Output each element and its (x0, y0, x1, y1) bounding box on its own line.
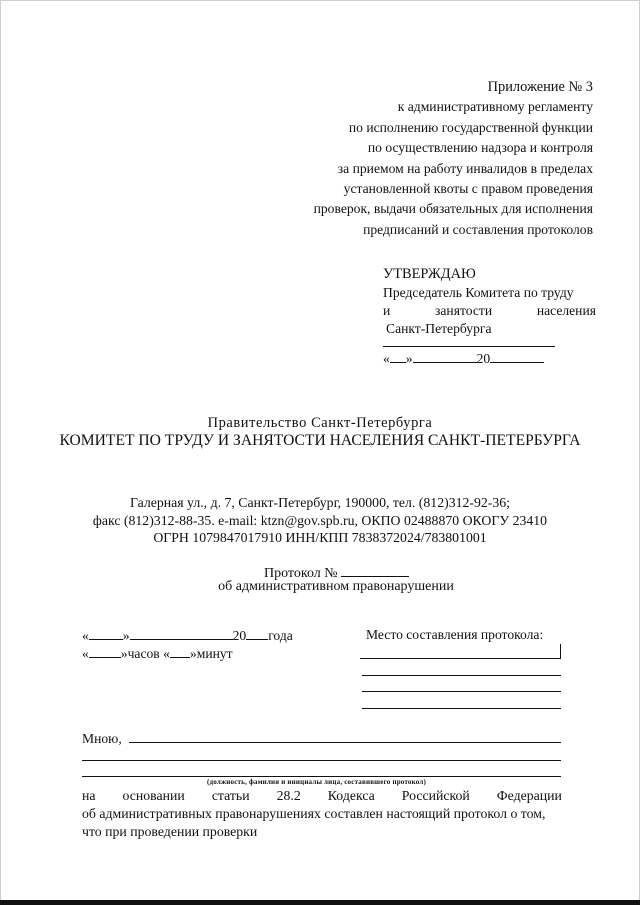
date-close-quote: » (122, 628, 130, 643)
body-word: Российской (401, 788, 470, 803)
year-field[interactable] (246, 627, 268, 640)
appendix-line: к административному регламенту (397, 99, 593, 115)
committee-name: КОМИТЕТ ПО ТРУДУ И ЗАНЯТОСТИ НАСЕЛЕНИЯ САНКТ-ПЕТЕРБУРГА (59, 432, 581, 449)
approval-date-open-quote: « (383, 351, 390, 366)
appendix-line: установленной квоты с правом проведения (343, 181, 593, 197)
protocol-number-field[interactable] (341, 563, 409, 577)
minutes-field[interactable] (170, 645, 190, 658)
official-field-line[interactable] (129, 742, 561, 743)
approval-position-line3: Санкт-Петербурга (386, 321, 492, 336)
body-word: статьи (211, 788, 250, 803)
date-open-quote: « (82, 628, 89, 643)
place-field-line[interactable] (360, 658, 561, 659)
protocol-title: Протокол № (264, 566, 338, 581)
body-word: Кодекса (327, 788, 375, 803)
minutes-label: »минут (189, 646, 233, 661)
official-caption: (должность, фамилия и инициалы лица, составившего протокол) (207, 778, 427, 786)
approval-position-line1: Председатель Комитета по труду (383, 285, 574, 300)
approval-date-close-quote: » (405, 351, 413, 366)
body-line-3: что при проведении проверки (82, 824, 258, 839)
protocol-subtitle: об административном правонарушении (218, 579, 454, 594)
approval-word: населения (536, 303, 596, 318)
approval-date (383, 350, 544, 367)
protocol-date-row (82, 627, 293, 644)
approval-block (383, 265, 596, 338)
official-field-line[interactable] (82, 776, 561, 777)
address-line: ОГРН 1079847017910 ИНН/КПП 7838372024/783801001 (153, 530, 487, 546)
approval-day-field[interactable] (390, 350, 406, 363)
place-field-line[interactable] (362, 675, 561, 676)
appendix-line: проверок, выдачи обязательных для исполнения (313, 201, 593, 217)
approval-year-field[interactable] (490, 350, 544, 363)
time-open-quote: « (82, 646, 89, 661)
body-word: Федерации (496, 788, 562, 803)
approval-heading: УТВЕРЖДАЮ (383, 266, 476, 282)
approval-word: и (383, 303, 391, 318)
year-suffix: года (268, 628, 293, 643)
body-word: основании (122, 788, 185, 803)
appendix-line: по осуществлению надзора и контроля (367, 140, 593, 156)
approval-month-field[interactable] (413, 350, 477, 363)
scan-bottom-edge (0, 900, 640, 905)
address-block (0, 494, 640, 547)
government-name: Правительство Санкт-Петербурга (207, 415, 433, 431)
month-field[interactable] (130, 627, 233, 640)
place-field-line[interactable] (362, 708, 561, 709)
place-label: Место составления протокола: (366, 627, 544, 642)
year-prefix: 20 (232, 628, 247, 643)
appendix-line: за приемом на работу инвалидов в пределах (337, 160, 593, 176)
address-line: факс (812)312-88-35. e-mail: ktzn@gov.spb.ru, ОКПО 02488870 ОКОГУ 23410 (92, 512, 548, 528)
body-line-1 (82, 787, 562, 805)
protocol-time-row (82, 645, 233, 662)
hours-label: »часов « (120, 646, 170, 661)
day-field[interactable] (89, 627, 123, 640)
body-word: на (82, 788, 96, 803)
body-word: 28.2 (276, 788, 301, 803)
appendix-title: Приложение № 3 (487, 79, 593, 95)
by-me-label: Мною, (82, 731, 122, 746)
approval-position-line2 (383, 302, 596, 320)
body-line-2: об административных правонарушениях составлен настоящий протокол о том, (82, 806, 546, 821)
signature-line[interactable] (383, 346, 555, 347)
body-text (82, 787, 562, 841)
appendix-line: по исполнению государственной функции (348, 119, 593, 135)
approval-word: занятости (435, 303, 493, 318)
official-field-line[interactable] (82, 760, 561, 761)
approval-year-prefix: 20 (476, 351, 491, 366)
place-field-line[interactable] (362, 691, 561, 692)
hours-field[interactable] (89, 645, 121, 658)
appendix-block (314, 77, 593, 240)
appendix-line: предписаний и составления протоколов (363, 221, 593, 237)
place-field-edge (560, 644, 561, 659)
address-line: Галерная ул., д. 7, Санкт-Петербург, 190000, тел. (812)312-92-36; (129, 495, 511, 510)
